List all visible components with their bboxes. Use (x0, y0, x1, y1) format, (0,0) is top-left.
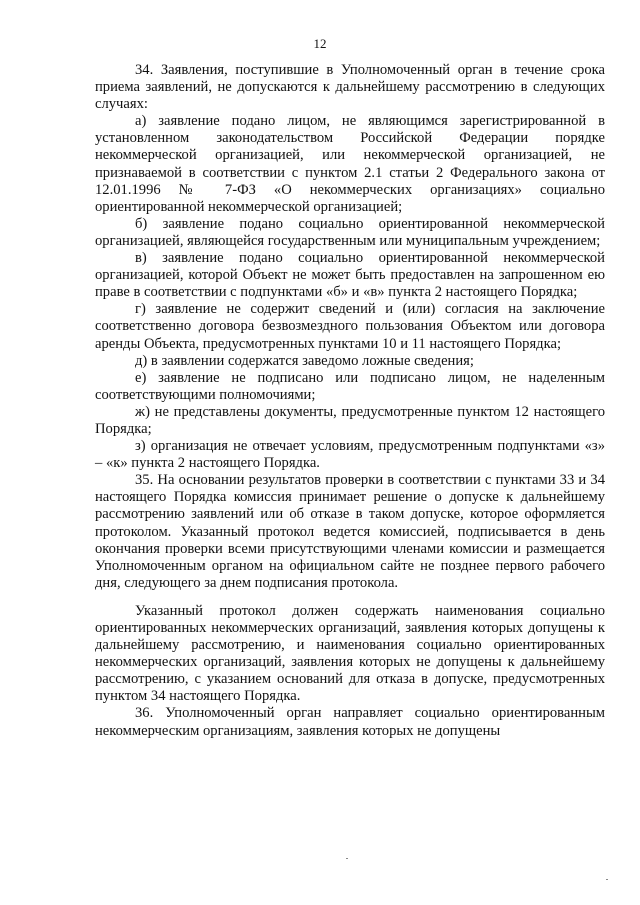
paragraph-34-g: г) заявление не содержит сведений и (или) согласия на заключение соответственно договора безвозмездного пользования Объектом или договора аренды Объекта, предусмотренных пунктами 10 и 11 настоящего Порядка; (95, 301, 605, 352)
paragraph-34-a: а) заявление подано лицом, не являющимся зарегистрированной в установленном законодательством Российской Федерации порядке некоммерческой организацией, или некоммерческой организацией, не признаваемой в соответствии с пунктом 2.1 статьи 2 Федерального закона от 12.01.1996 № 7-ФЗ «О некоммерческих организациях» социально ориентированной некоммерческой организацией; (95, 113, 605, 215)
paragraph-34-d: д) в заявлении содержатся заведомо ложные сведения; (135, 352, 474, 369)
scan-speck (606, 879, 608, 880)
paragraph-34-z: з) организация не отвечает условиям, предусмотренным подпунктами «з» – «к» пункта 2 настоящего Порядка. (95, 438, 605, 472)
paragraph-35: 35. На основании результатов проверки в соответствии с пунктами 33 и 34 настоящего Порядка комиссия принимает решение о допуске к дальнейшему рассмотрению заявлений или об отказе в таком допуске, которое оформляется протоколом. Указанный протокол ведется комиссией, подписывается в день окончания проверки всеми присутствующими членами комиссии и размещается Уполномоченным органом на официальном сайте не позднее первого рабочего дня, следующего за днем подписания протокола. (95, 472, 605, 591)
paragraph-36: 36. Уполномоченный орган направляет социально ориентированным некоммерческим организациям, заявления которых не допущены (95, 705, 605, 739)
paragraph-34-v: в) заявление подано социально ориентированной некоммерческой организацией, которой Объект не может быть предоставлен на запрошенном ею праве в соответствии с подпунктами «б» и «в» пункта 2 настоящего Порядка; (95, 250, 605, 301)
scan-speck (346, 858, 348, 859)
page-number: 12 (313, 36, 327, 51)
paragraph-34-zh: ж) не представлены документы, предусмотренные пунктом 12 настоящего Порядка; (95, 403, 605, 437)
document-body (95, 62, 605, 740)
paragraph-34-b: б) заявление подано социально ориентированной некоммерческой организацией, являющейся государственным или муниципальным учреждением; (95, 215, 605, 249)
paragraph-34: 34. Заявления, поступившие в Уполномоченный орган в течение срока приема заявлений, не допускаются к дальнейшему рассмотрению в следующих случаях: (95, 62, 605, 113)
paragraph-34-e: е) заявление не подписано или подписано лицом, не наделенным соответствующими полномочиями; (95, 369, 605, 403)
paragraph-35-protocol: Указанный протокол должен содержать наименования социально ориентированных некоммерческих организаций, заявления которых допущены к дальнейшему рассмотрению, и наименования социально ориентированных некоммерческих организаций, заявления которых не допущены к дальнейшему рассмотрению, с указанием оснований для отказа в допуске, предусмотренных пунктом 34 настоящего Порядка. (95, 602, 605, 705)
